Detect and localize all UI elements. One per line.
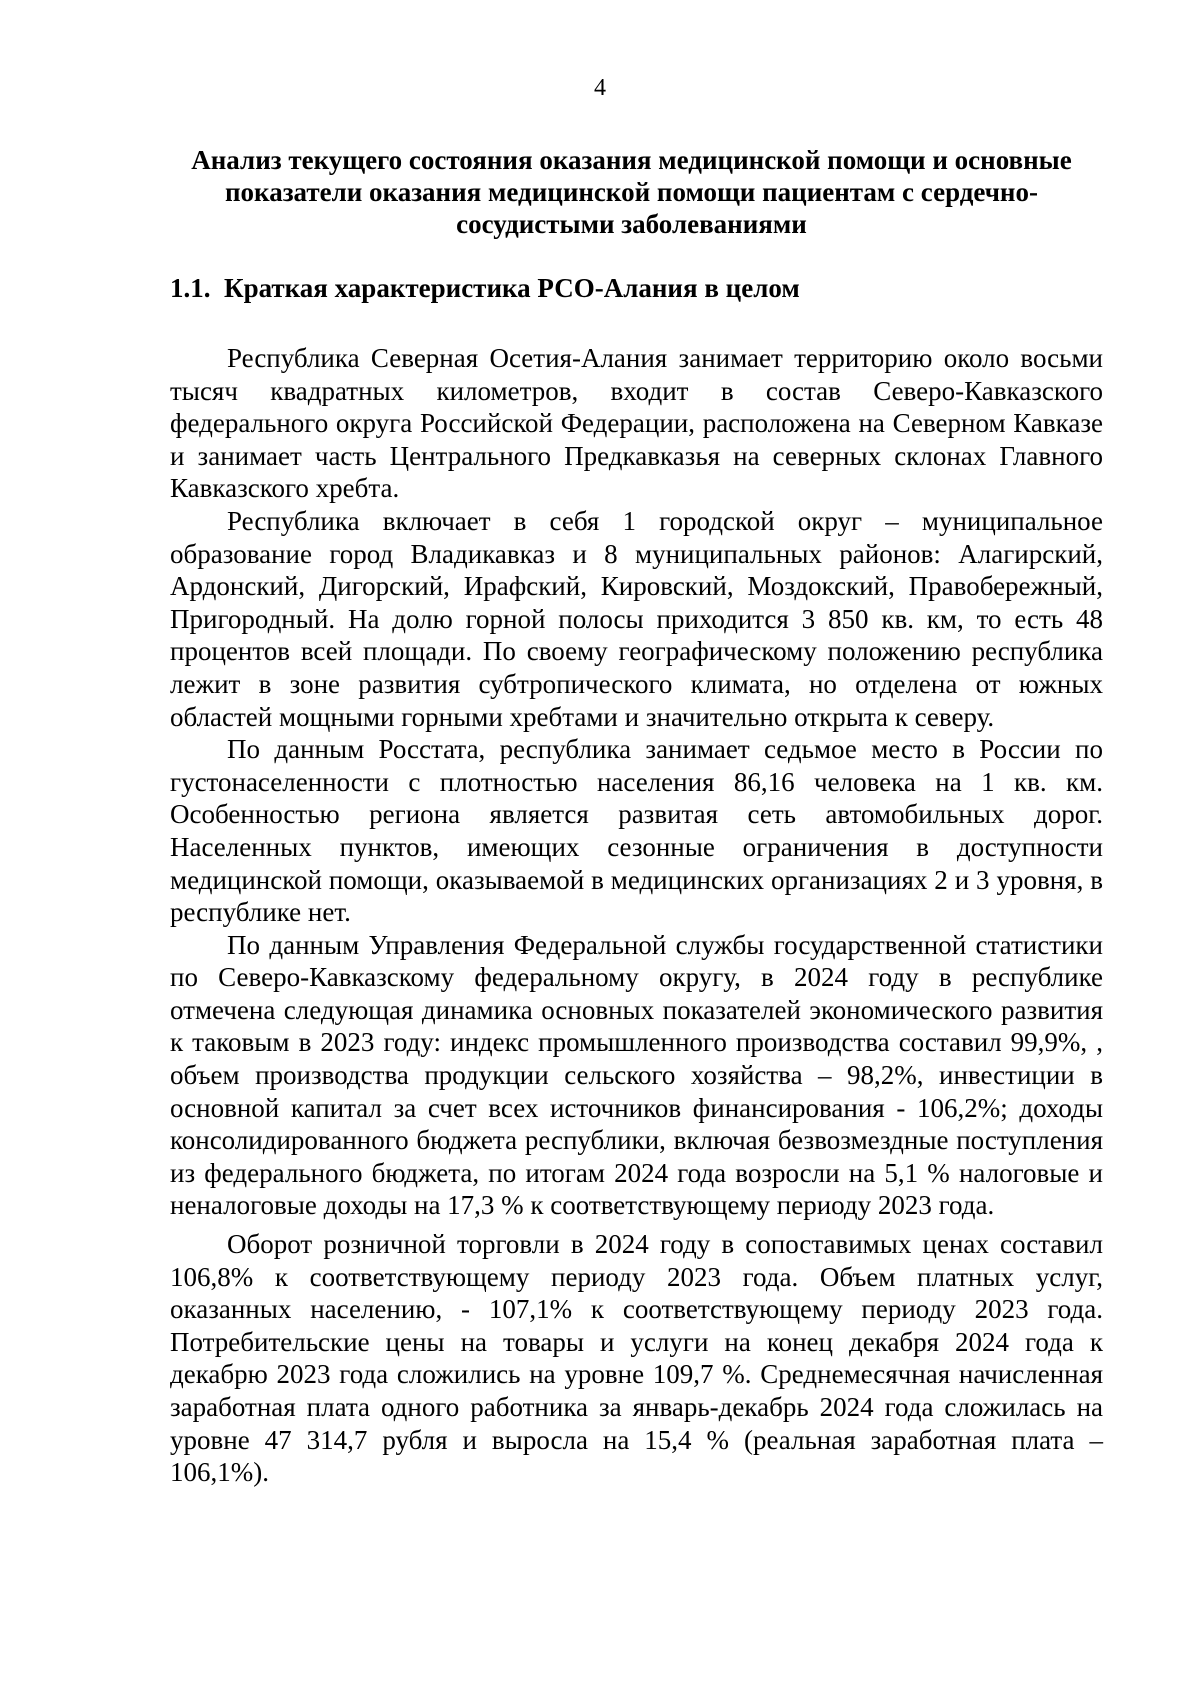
body-text (170, 342, 1103, 1489)
section-number: 1.1. (170, 273, 211, 303)
document-title: Анализ текущего состояния оказания медицинской помощи и основные показатели оказания медицинской помощи пациентам с сердечно-сосудистыми заболеваниями (191, 145, 1072, 239)
section-heading-text: Краткая характеристика РСО-Алания в целом (224, 273, 800, 303)
paragraph-retail-and-wages: Оборот розничной торговли в 2024 году в сопоставимых ценах составил 106,8% к соответствующему периоду 2023 года. Объем платных услуг, оказанных населению, - 107,1% к соответствующему периоду 2023 года. Потребительские цены на товары и услуги на конец декабря 2024 года к декабрю 2023 года сложились на уровне 109,7 %. Среднемесячная начисленная заработная плата одного работника за январь-декабрь 2024 года сложилась на уровне 47 314,7 рубля и выросла на 15,4 % (реальная заработная плата – 106,1%). (170, 1229, 1103, 1488)
paragraph-population-density: По данным Росстата, республика занимает седьмое место в России по густонаселенности с плотностью населения 86,16 человека на 1 кв. км. Особенностью региона является развитая сеть автомобильных дорог. Населенных пунктов, имеющих сезонные ограничения в доступности медицинской помощи, оказываемой в медицинских организациях 2 и 3 уровня, в республике нет. (170, 734, 1103, 928)
page-number: 4 (594, 75, 606, 101)
section-heading (170, 272, 1070, 304)
paragraph-economic-indicators: По данным Управления Федеральной службы государственной статистики по Северо-Кавказскому федеральному округу, в 2024 году в республике отмечена следующая динамика основных показателей экономического развития к таковым в 2023 году: индекс промышленного производства составил 99,9%, , объем производства продукции сельского хозяйства – 98,2%, инвестиции в основной капитал за счет всех источников финансирования - 106,2%; доходы консолидированного бюджета республики, включая безвозмездные поступления из федерального бюджета, по итогам 2024 года возросли на 5,1 % налоговые и неналоговые доходы на 17,3 % к соответствующему периоду 2023 года. (170, 929, 1103, 1221)
paragraph-municipalities: Республика включает в себя 1 городской округ – муниципальное образование город Владикавказ и 8 муниципальных районов: Алагирский, Ардонский, Дигорский, Ирафский, Кировский, Моздокский, Правобережный, Пригородный. На долю горной полосы приходится 3 850 кв. км, то есть 48 процентов всей площади. По своему географическому положению республика лежит в зоне развития субтропического климата, но отделена от южных областей мощными горными хребтами и значительно открыта к северу. (170, 505, 1103, 732)
paragraph-territory: Республика Северная Осетия-Алания занимает территорию около восьми тысяч квадратных километров, входит в состав Северо-Кавказского федерального округа Российской Федерации, расположена на Северном Кавказе и занимает часть Центрального Предкавказья на северных склонах Главного Кавказского хребта. (170, 343, 1103, 504)
